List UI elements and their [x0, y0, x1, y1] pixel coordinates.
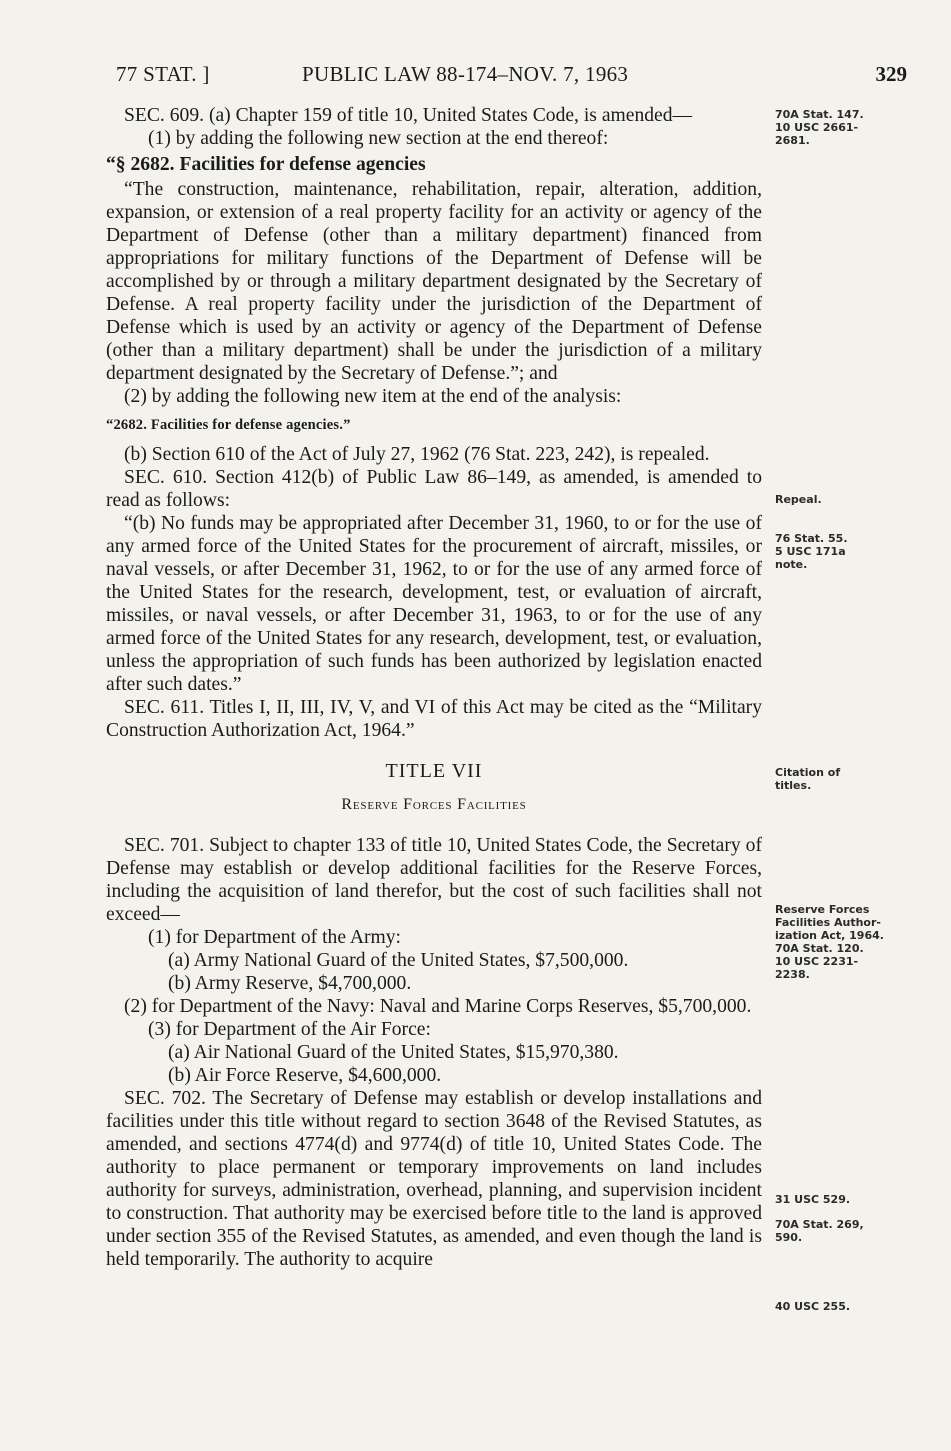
section-701: [106, 834, 762, 926]
margin-note-70a-147: 70A Stat. 147. 10 USC 2661- 2681.: [775, 108, 864, 147]
section-701-item-3b: (b) Air Force Reserve, $4,600,000.: [168, 1065, 442, 1086]
section-701-item-2: (2) for Department of the Navy: Naval and Marine Corps Reserves, $5,700,000.: [124, 996, 752, 1017]
section-label: SEC. 610.: [124, 467, 208, 488]
section-2682-heading: “§ 2682. Facilities for defense agencies: [106, 154, 426, 175]
section-610-quote: “(b) No funds may be appropriated after December 31, 1960, to or for the use of any armed force of the United States for the procurement of aircraft, missiles, or naval vessels, or after December 31, 1962, to or for the use of any armed force of the United States for the research, development, test, or evaluation of aircraft, missiles, or naval vessels, or after December 31, 1963, to or for the use of any armed force of the United States for any research, development, test, or evaluation, unless the appropriation of such funds has been authorized by legislation enacted after such dates.”: [106, 513, 762, 695]
section-701-item-1: (1) for Department of the Army:: [148, 927, 402, 948]
section-701-item-1b: (b) Army Reserve, $4,700,000.: [168, 973, 412, 994]
section-609-a: [106, 104, 762, 127]
margin-note-repeal: Repeal.: [775, 493, 822, 506]
section-701-item-3a: (a) Air National Guard of the United States, $15,970,380.: [168, 1042, 619, 1063]
analysis-item: “2682. Facilities for defense agencies.”: [106, 417, 351, 433]
section-text: (a) Chapter 159 of title 10, United States Code, is amended—: [208, 105, 693, 126]
section-611: [106, 696, 762, 742]
section-702: [106, 1087, 762, 1271]
section-label: SEC. 701.: [124, 835, 205, 856]
section-text: The Secretary of Defense may establish or develop installations and facilities under this title without regard to section 3648 of the Revised Statutes, as amended, and sections 4774(d) and 9774(d) of title 10, United States Code. The authority to place permanent or temporary improvements on land includes authority for surveys, administration, overhead, planning, and supervision incident to construction. That authority may be exercised before title to the land is approved under section 355 of the Revised Statutes, as amended, and even though the land is held temporarily. The authority to acquire: [106, 1088, 763, 1270]
section-610: [106, 466, 762, 512]
section-text: Titles I, II, III, IV, V, and VI of this Act may be cited as the “Military Construction Authorization Act, 1964.”: [106, 697, 763, 741]
margin-note-70a-269: 70A Stat. 269, 590.: [775, 1218, 864, 1244]
margin-note-citation: Citation of titles.: [775, 766, 841, 792]
margin-note-76-stat-55: 76 Stat. 55. 5 USC 171a note.: [775, 532, 848, 571]
section-label: SEC. 611.: [124, 697, 205, 718]
page-header: [116, 62, 907, 92]
section-609-item-1: (1) by adding the following new section at the end thereof:: [148, 128, 609, 149]
margin-note-reserve-forces: Reserve Forces Facilities Author- ization Act, 1964. 70A Stat. 120. 10 USC 2231- 2238.: [775, 903, 884, 981]
section-609-item-2: (2) by adding the following new item at the end of the analysis:: [124, 386, 622, 407]
section-2682-text: “The construction, maintenance, rehabilitation, repair, alteration, addition, expansion, or extension of a real property facility for an activity or agency of the Department of Defense (other than a military department) financed from appropriations for military functions of the Department of Defense will be accomplished by or through a military department designated by the Secretary of Defense. A real property facility under the jurisdiction of the Department of Defense which is used by an activity or agency of the Department of Defense (other than a military department) shall be under the jurisdiction of a military department designated by the Secretary of Defense.”; and: [106, 179, 762, 384]
header-title: PUBLIC LAW 88-174–NOV. 7, 1963: [302, 62, 629, 86]
document-body: [106, 104, 762, 1271]
title-vii-subheading: Reserve Forces Facilities: [341, 796, 527, 813]
header-statute-ref: 77 STAT. ]: [116, 62, 210, 86]
margin-note-40-usc-255: 40 USC 255.: [775, 1300, 851, 1313]
section-609-b: (b) Section 610 of the Act of July 27, 1962 (76 Stat. 223, 242), is repealed.: [124, 444, 710, 465]
margin-note-31-usc-529: 31 USC 529.: [775, 1193, 851, 1206]
section-701-item-3: (3) for Department of the Air Force:: [148, 1019, 431, 1040]
title-vii-heading: TITLE VII: [385, 760, 483, 782]
page-number: 329: [875, 62, 907, 86]
section-label: SEC. 702.: [124, 1088, 206, 1109]
section-701-item-1a: (a) Army National Guard of the United States, $7,500,000.: [168, 950, 629, 971]
section-label: SEC. 609.: [124, 105, 205, 126]
section-text: Section 412(b) of Public Law 86–149, as amended, is amended to read as follows:: [106, 467, 762, 511]
section-text: Subject to chapter 133 of title 10, United States Code, the Secretary of Defense may establish or develop additional facilities for the Reserve Forces, including the acquisition of land therefor, but the cost of such facilities shall not exceed—: [106, 835, 762, 925]
